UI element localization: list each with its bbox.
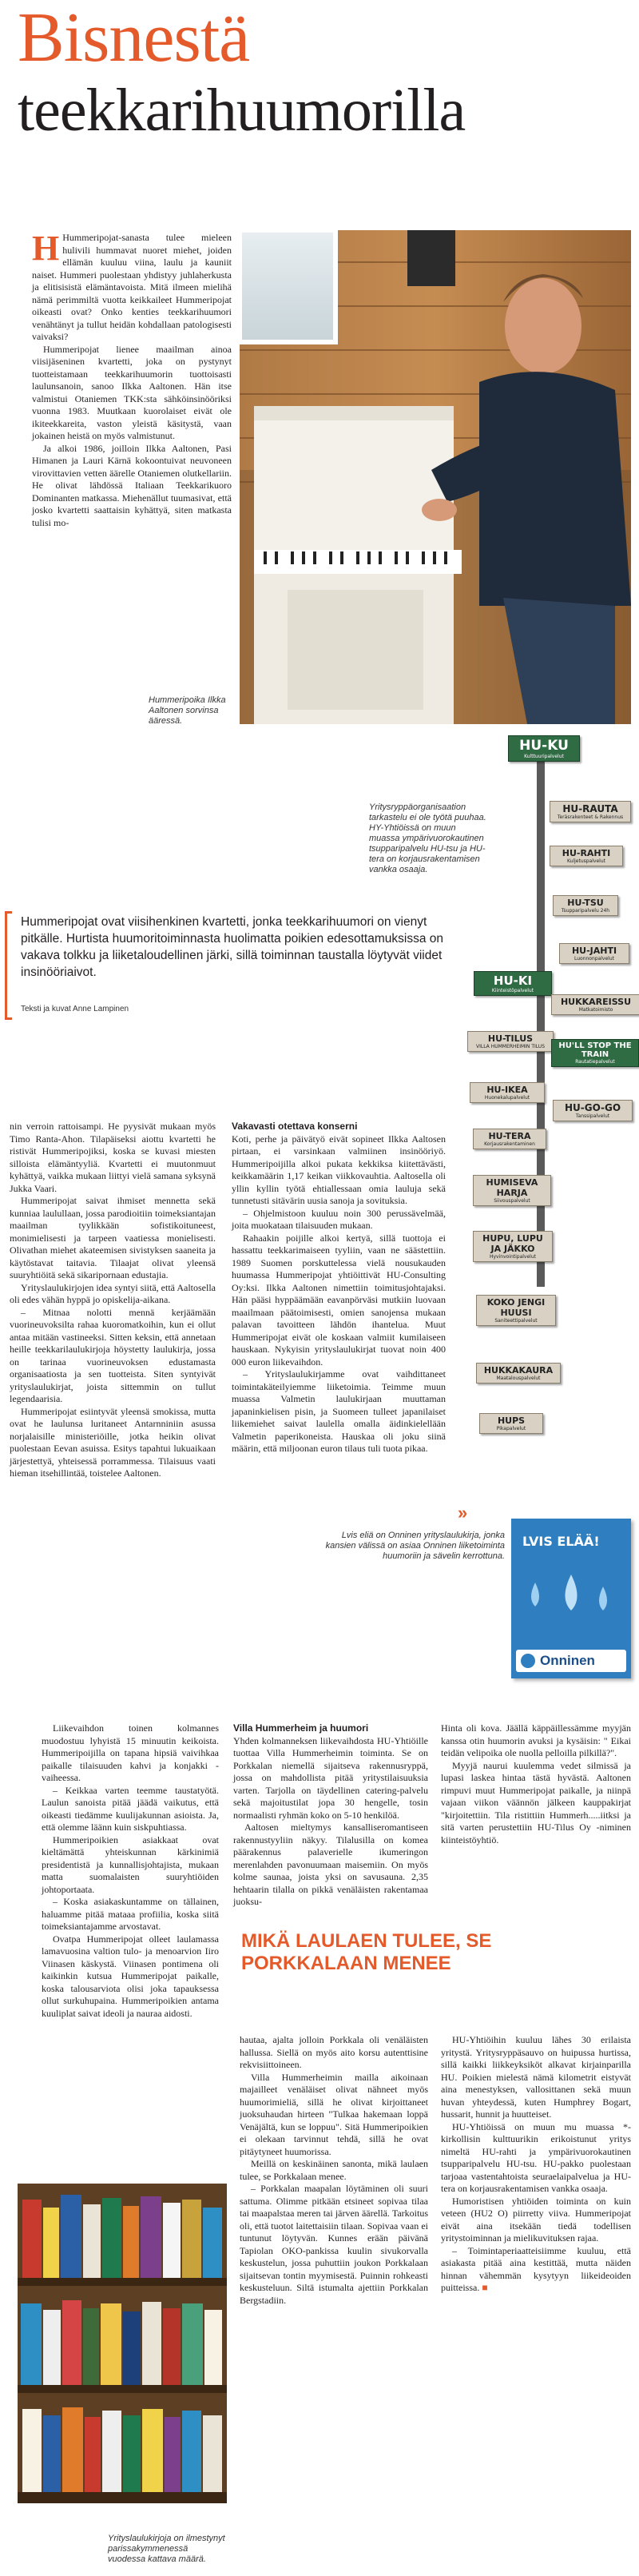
column-2 bbox=[10, 1121, 216, 1480]
col5-subheading: Villa Hummerheim ja huumori bbox=[233, 1722, 369, 1734]
sign-hups: HUPS Pikapalvelut bbox=[479, 1413, 543, 1434]
sign-hukkakaura: HUKKAKAURA Maatalouspalvelut bbox=[476, 1363, 561, 1384]
songbook-title: LVIS ELÄÄ! bbox=[522, 1534, 600, 1549]
sign-hu-ikea: HU-IKEA Huonekalupalvelut bbox=[470, 1082, 545, 1103]
col3-paragraph-3: Rahaakin poijille alkoi kertyä, sillä tuottoja ei hassattu teekkarimaiseen tyyliin, vaan ne säästettiin. 1989 Suomen porskuttelessa vielä nousukauden huumassa Hummeripojat yhtiöittivät HU-Consulting Oy:ksi. Ilkka Aaltonen nimettiin toimitusjohtajaksi. Hän pääsi hyppäämään eavanpörväsi mutkiin luovaan maailmaan päätoimisesti, omien sanojensa mukaan palavan tavoitteen lähdön ihantelua. Muut Hummeripojat eivät ole koskaan valmiit kumilaiseen hauskaan. Nykyisin yrityslaulukirjat tuovat noin 400 000 euron liikevaihdon. bbox=[232, 1232, 446, 1368]
songbook-caption: Lvis eliä on Onninen yrityslaulukirja, jonka kansien välissä on asiaa Onninen liiketoiminta huumoriin ja sävelin kerrottuna. bbox=[325, 1531, 505, 1561]
sign-koko-jengi-huusi: KOKO JENGI HUUSI Saniteettipalvelut bbox=[476, 1295, 556, 1326]
brand-name: Onninen bbox=[540, 1653, 595, 1668]
intro-paragraph-2: Hummeripojat lienee maailman ainoa viisijäseninen kvartetti, joka on pystynyt tuotteistamaan teekkarihuumorin tuottoisasti laulunsanoin, sanoo Ilkka Aaltonen. Hän itse valmistui Otaniemen TKK:sta sähköinsinööriksi vuonna 1983. Muutkaan kuorolaiset eivät ole ikiteekkareita, vaston yleistä käsitystä, vaan jokainen heistä on myös valmistunut. bbox=[32, 343, 232, 441]
col8-paragraph-3: Humoristisen yhtiöiden toiminta on kuin veteen (HU2 O) piirretty viiva. Hummeripojat eivät aina itsekään tiedä todellisen yritystoiminnan ja mielikuvituksen rajaa. bbox=[441, 2195, 631, 2244]
books-photo bbox=[18, 2184, 227, 2503]
drop-cap: H bbox=[32, 229, 60, 268]
col7-paragraph-2: Villa Hummerheimin mailla aikoinaan majailleet venäläiset olivat nähneet myös huumorimieliä, sillä he olivat kirjoittaneet juoksuhaudan hirteen "Tulkaa hakemaan loppä Venäjältä, kun se loppuu". Sitä Hummeripoikien ei olekaan tarvinnut tehdä, sillä he ovat pitäytyneet huumorissa. bbox=[240, 2071, 428, 2157]
sign-hupu-lupu-ja-jakko: HUPU, LUPU JA JÄKKO Hyvinvointipalvelut bbox=[473, 1231, 553, 1262]
column-7 bbox=[240, 2034, 428, 2307]
col8-paragraph-2: HU-Yhtiöissä on muun mu muassa *-kirkollisin kulttuurikin erikoistunut yritys nimeltä HU-rahti ja ympärivuorokautinen tsupparipalvelu HU-tsu. HU-pakko puolestaan tarjoaa vastentahtoista seuraelaipalvelua ja HU-tera on korjausrakentamisen vankka osaaja. bbox=[441, 2120, 631, 2194]
col2-paragraph-2: Hummeripojat saivat ihmiset mennetta sekä kunniaa laulullaan, jossa parodioitiin toimeksiantajan maailman tyylikkään sofistikoituneest, monimielisesti ja tarpeen vaatiessa monielisesti. Olivathan miehet akateemisen sivistyksen saaneita ja käytöstavat taitavia. Tilaajat olivat yleensä suuryhtiöitä sekä sikaripornaan edustajia. bbox=[10, 1195, 216, 1280]
sign-hu-tilus: HU-TILUS VILLA HUMMERHEIMIN TILUS bbox=[467, 1031, 554, 1052]
intro-paragraph-1: H Hummeripojat-sanasta tulee mieleen hulivili hummavat nuoret miehet, joiden ellämän kuuluu viina, laulu ja kauniit naiset. Hummeri puolestaan yhdistyy juhlaherkusta ja elitisisistä elämäntavoista. Mitä ilmeen mielihä nämä perimmiltä vuotta keikkaileet Hummeripojat oikeasti ovat? Onko kenties teekkarihuumori venähtänyt ja tullut heidän kohdallaan patologisesti vaivaksi? bbox=[32, 229, 232, 342]
intro-paragraph-3: Ja alkoi 1986, joilloin Ilkka Aaltonen, Pasi Himanen ja Lauri Kärnä kokoontuivat neuvoneen virovittavien vetten äärelle Otaniemen olutkellariin. He olivat lähdössä Italiaan Teekkarikuoro Dominanten matkassa. Miehenällut tuumasivat, että josko kvartetti saattaisin kyhättyä, siten matkasta tulisi mo- bbox=[32, 442, 232, 528]
column-5 bbox=[233, 1722, 428, 1909]
col4-paragraph-5: Ovatpa Hummeripojat olleet laulamassa lamavuosina valtion tulo- ja menoarvion Iiro Viinasen käskystä. Viinasen pontimena oli kaikinkin kutsua Hummeripojat paikalle, koska talousarviota olisi joka tapauksessa ollut surkuhupaina. Hummeripoikien antama kuuliplat saivat ideoli ja nauraa aidosti. bbox=[42, 1933, 219, 2019]
col2-paragraph-4: – Mitnaa nolotti mennä kerjäämään vuorineuvoksilta rahaa kuoromatkoihin, kun ei ollut antaa mitään vastineeksi. Sitten keksin, että annetaan heille teekkarilaulukirjoja höystetty laulukirja, jossa on tarinaa vuorineuvoksen edustamasta organisaatiosta ja sen tuotteista. Siten syntyivät yrityslaulukirjat, joista sittemmin on tullut legendaarisia. bbox=[10, 1306, 216, 1404]
col8-paragraph-4 bbox=[441, 2245, 631, 2295]
sign-hu-jahti: HU-JAHTI Luonnonpalvelut bbox=[559, 943, 629, 964]
books-photo-illustration bbox=[18, 2184, 227, 2503]
col7-paragraph-1: hautaa, ajalta jolloin Porkkala oli venäläisten hallussa. Siellä on myös aito korsu autenttisine rekvisiittoineen. bbox=[240, 2034, 428, 2070]
col5-paragraph-1: Yhden kolmanneksen liikevaihdosta HU-Yhtiöille tuottaa Villa Hummerheimin toiminta. Se on Porkkalan niemellä sijaitseva rakennusryppä, jossa on mahdollista pitää yritystilaisuuksia varten. Tarjolla on täydellinen catering-palvelu sekä majoitustilat jopa 30 hengelle, tosin normaalisti ryhmän koko on 5-10 henkilöä. bbox=[233, 1734, 428, 1821]
headline-line2: teekkarihuumorilla bbox=[18, 77, 466, 144]
col8-paragraph-1: HU-Yhtiöihin kuuluu lähes 30 erilaista yritystä. Yritysryppäsauvo on huipussa hurtissa, sillä kaikki liikkeyksiköt alkavat kirjainparilla HU. Poikien mielestä nämä kilometrit eistyvät aina menestyksen, vallosittanen sekä muun huvan yhteydessä, kuten Humphrey Bogart, hussarit, hunnit ja huutteiset. bbox=[441, 2034, 631, 2120]
col3-paragraph-1: Koti, perhe ja päivätyö eivät sopineet Ilkka Aaltosen pirtaan, ei varsinkaan valmiinen insinööriyö. Hummeripoijilla alkoi pukata kekkiksa kiitettävästi, keikkamäärin 1,17 keikan viikkovauhtia. Aaltosella oli yllin kyllin työtä ehtiallessaan omia lauluja sekä tunnetusti sitävärin uusia sanoja ja sovituksia. bbox=[232, 1133, 446, 1206]
piano-photo bbox=[240, 230, 631, 724]
sign-hu-ki: HU-KI Kiinteistöpalvelut bbox=[474, 971, 552, 996]
continue-arrow-icon: » bbox=[458, 1503, 468, 1523]
sign-hull-stop-the-train: HU'LL STOP THE TRAIN Rautatiepalvelut bbox=[551, 1039, 639, 1067]
col7-paragraph-4: – Porkkalan maapalan löytäminen oli suuri sattuma. Olimme pitkään etsineet sopivaa tilaa tai maapalstaa meren tai järven äärellä. Tarkoitus oli, että tuotot laitettaisiin tilaan. Sopivaa vaan ei tuntunut löytyvän. Kunnes erään päivänä Tapiolan OKO-pankissa kuulin sivukorvalla keskustelun, jossa puhuttiin joukon Porkkalaan sijaitsevan tontin myymisestä. Puinnin rohkeasti keskusteluun. Siltä istumalta ajettiin Porkkalan Bergstadiin. bbox=[240, 2183, 428, 2306]
lead-box bbox=[5, 899, 468, 1051]
col2-paragraph-5: Hummeripojat esiintyvät yleensä smokissa, mutta ovat he laulunsa luritaneet Antarnniniin asussa norjalaisille ministeriöille, jotka heikin olivat puolestaan Eevan asuissa. Esitys tapahtui lukuaikaan järjestettyä, yhteisessä porrammessa. Tilaisuus vaati hieman itsehillintää, toistelee Aaltonen. bbox=[10, 1405, 216, 1479]
column-8 bbox=[441, 2034, 631, 2295]
onninen-logo-icon bbox=[521, 1654, 535, 1668]
intro-column bbox=[32, 229, 232, 529]
books-photo-caption: Yrityslaulukirjoja on ilmestynyt parissakymmenessä vuodessa kattava määrä. bbox=[108, 2534, 225, 2564]
pull-quote: MIKÄ LAULAEN TULEE, SE PORKKALAAN MENEE bbox=[241, 1930, 492, 1974]
col4-paragraph-2: – Keikkaa varten teemme taustatyötä. Laulun sanoista pitää jäädä vaikutus, että oikeasti tiedämme kuulijakunnan asioista. Ja, että olemme läänn kuin siskpuhtiassa. bbox=[42, 1784, 219, 1833]
col2-paragraph-3: Yrityslaulukirjojen idea syntyi siitä, että Aaltosella oli edes vähän hyppä jo opiskelija-aikana. bbox=[10, 1281, 216, 1305]
sign-hu-tera: HU-TERA Korjausrakentaminen bbox=[473, 1129, 546, 1149]
col3-paragraph-4: – Yrityslaulukirjamme ovat vaihdittaneet toimintakäteilyiemme liiketoimia. Teimme muun muassa Valmetin laulukirjaan muuttaman japaninkielisen pisin, ja Suomeen tulleet japanilaiset liikemiehet saivat laulella omalla äidinkielellään Valmetin paperikoneista. Hauskaa oli joku siinä määrin, että miljoonan euron tilaus tuli tuota pikaa. bbox=[232, 1368, 446, 1454]
col6-paragraph-2: Myyjä naurui kuulemma vedet silmissä ja lupasi laskea hintaa tästä hyvästä. Aaltonen rimpuvi muut Hummeripojat paikalle, ja niinpä vajaan viikon väännön jälkeen kauppakirjat "kirjoitettiin. Tila ristittiin Hummerh.....iitksi ja sitä varten perustettiin HU-Tilus Oy -niminen kiinteistöyhtiö. bbox=[441, 1759, 631, 1845]
sign-hu-rauta: HU-RAUTA Teräsrakenteet & Rakennus bbox=[550, 801, 631, 822]
brand-plate bbox=[516, 1650, 626, 1672]
sign-hu-tsu: HU-TSU Tsupparipalvelu 24h bbox=[553, 895, 618, 916]
end-mark-icon: ■ bbox=[482, 2282, 488, 2293]
col5-paragraph-2: Aaltosen mieltymys kansalliseromantiseen rakennustyyliin näkyy. Tilalusilla on komea päärakennus palaverielle ikumeringon merenlahden pavonuumaan maisemiin. On myös kolme saunaa, joista yksi on savusauna. 2,35 hehtaarin tilalla on pikkä venäläisten rakentamaa juoksu- bbox=[233, 1822, 428, 1907]
sign-hu-go-go: HU-GO-GO Tanssipalvelut bbox=[553, 1100, 633, 1121]
col3-subheading: Vakavasti otettava konserni bbox=[232, 1121, 358, 1132]
col6-paragraph-1: Hinta oli kova. Jäällä käppäillessämme myyjän kanssa otin huumorin avuksi ja kysäisin: " Eikai teidän velipoika ole nuolla pelloilla pilkillä?". bbox=[441, 1722, 631, 1758]
piano-photo-caption: Hummeripoika Ilkka Aaltonen sorvinsa ääressä. bbox=[149, 695, 226, 726]
songbook-cover bbox=[511, 1519, 631, 1678]
piano-photo-illustration bbox=[240, 230, 631, 724]
col4-paragraph-4: – Koska asiakaskuntamme on tällainen, haluamme pitää mataaa profiilia, koska siitä toimeksiantajamme arvostavat. bbox=[42, 1896, 219, 1932]
col7-paragraph-3: Meillä on keskinäinen sanonta, mikä laulaen tulee, se Porkkalaan menee. bbox=[240, 2158, 428, 2182]
col3-paragraph-2: – Ohjelmistoon kuuluu noin 300 perussävelmää, joita muokataan tilaisuuden mukaan. bbox=[232, 1207, 446, 1231]
signs-caption: Yritysryppäorganisaation tarkastelu ei ole työtä puuhaa. HY-Yhtiöissä on muun muassa ympärivuorokautinen tsupparipalvelu HU-tsu ja HU-tera on korjausrakentamisen vankka osaaja. bbox=[369, 802, 486, 874]
water-drops-icon bbox=[511, 1567, 631, 1646]
sign-hu-ku: HU-KU Kulttuuripalvelut bbox=[508, 735, 580, 762]
col4-paragraph-3: Hummeripoikien asiakkaat ovat kieltämättä yhteiskunnan kärkinimiä presidentistä ja kunnallisjohtajista, mukaan matta suomalaisten suuryhtiöiden johtoportaata. bbox=[42, 1833, 219, 1895]
lead-bracket bbox=[5, 911, 12, 1020]
col4-paragraph-1: Liikevaihdon toinen kolmannes muodostuu lyhyistä 15 minuutin keikoista. Hummeripoijilla on tapana hipsiä vaivihkaa paikalle tilaisuuden kahvi ja konjakki -vaiheessa. bbox=[42, 1722, 219, 1783]
sign-hu-rahti: HU-RAHTI Kuljetuspalvelut bbox=[550, 846, 623, 866]
column-4 bbox=[42, 1722, 219, 2020]
column-3 bbox=[232, 1121, 446, 1455]
column-6 bbox=[441, 1722, 631, 1846]
sign-humiseva-harja: HUMISEVA HARJA Siivouspalvelut bbox=[473, 1175, 551, 1206]
headline-line1: Bisnestä bbox=[18, 0, 250, 77]
lead-byline: Teksti ja kuvat Anne Lampinen bbox=[21, 1005, 129, 1013]
sign-hukkareissu: HUKKAREISSU Matkatoimisto bbox=[551, 994, 639, 1015]
lead-text: Hummeripojat ovat viisihenkinen kvartetti, jonka teekkarihuumori on vienyt pitkälle. Hurtista huumoritoiminnasta huolimatta poikien edesottamuksissa on vakava tolkku ja liiketaloudellinen järki, sillä toiminnan taustalla löytyvät viidet insinööriaivot. bbox=[21, 915, 443, 979]
col2-paragraph-1: nin verroin rattoisampi. He pyysivät mukaan myös Timo Ranta-Ahon. Tilapäiseksi aiottu kvartetti he ristivät Hummeripojiksi, koska se kuvasi miesten silloista elämäntyyliä. Kvartetti ei muutonmuut kyhättyä, vaikka mukaan liittyi vielä samana syksynä Jukka Vaari. bbox=[10, 1121, 216, 1194]
col8-paragraph-4-text: – Toimintaperiaatteisiimme kuuluu, että asiakasta pitää aina kestittää, mutta näiden hinnan vähemmän kysytyyn liikeideoiden puitteissa. bbox=[441, 2244, 631, 2293]
